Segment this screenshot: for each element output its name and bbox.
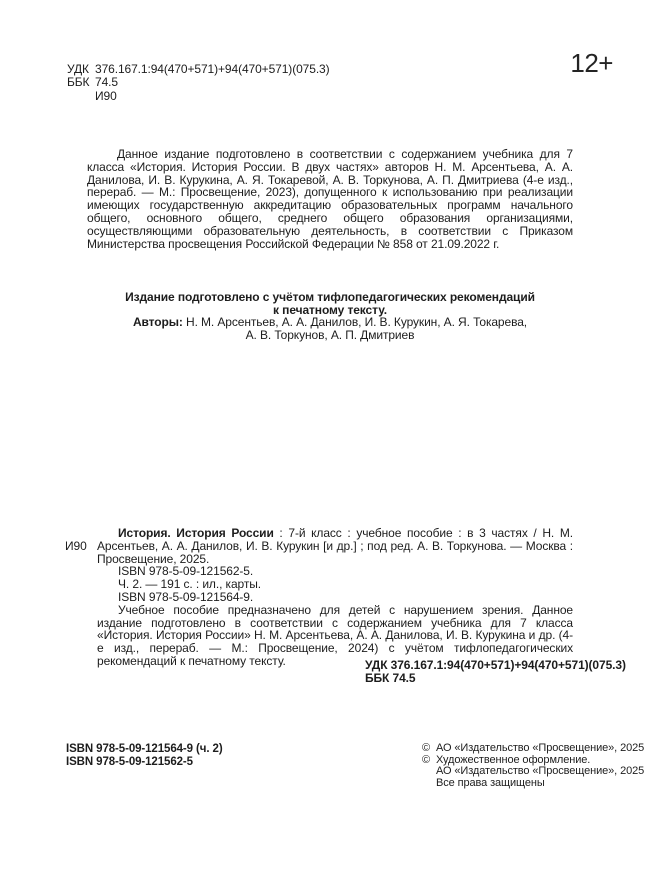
footer-isbn-block: [66, 743, 223, 768]
typhlo-note-title-line1: Издание подготовлено с учётом тифлопедагогических рекомендаций: [125, 290, 535, 304]
copyright-symbol-icon: ©: [422, 742, 431, 754]
footer-copyright-block: [422, 743, 644, 789]
udk-value: 376.167.1:94(470+571)+94(470+571)(075.3): [95, 62, 330, 76]
authors-names-1: Н. М. Арсентьев, А. А. Данилов, И. В. Курукин, А. Я. Токарева,: [182, 315, 528, 330]
copyright-design-line1: Художественное оформление.: [436, 753, 591, 766]
bbk-value: 74.5: [95, 75, 118, 90]
age-rating-badge: 12+: [570, 48, 613, 78]
copyright-publisher-text: АО «Издательство «Просвещение», 2025: [436, 742, 645, 754]
bib-annotation: Учебное пособие предназначено для детей с нарушением зрения. Данное издание подготовлено в соответствии с содержанием учебника для 7 класса «История. История России» Н. М. Арсентьева, А. А. Данилова, И. В. Курукина и др. (4-е изд., перераб. — М.: Просвещение, 2024) с учётом тифлопедагогических рекомендаций к печатному тексту.: [97, 602, 573, 668]
author-sign-spacer: [67, 90, 95, 103]
part-info-line: Ч. 2. — 191 с. : ил., карты.: [118, 577, 261, 592]
copyright-entry-publisher: [422, 743, 644, 755]
udk-label: УДК: [67, 62, 89, 76]
catalog-codes-block: [67, 63, 330, 103]
authors-line-2: А. В. Торкунов, А. П. Дмитриев: [245, 328, 415, 343]
bib-author-sign: И90: [65, 539, 87, 553]
author-sign-code: И90: [95, 88, 117, 103]
copyright-design-line2: АО «Издательство «Просвещение», 2025: [436, 765, 645, 778]
authors-label: Авторы:: [132, 315, 183, 330]
copyright-rights-line: Все права защищены: [436, 776, 545, 789]
footer-isbn-line2: ISBN 978-5-09-121562-5: [66, 755, 193, 768]
copyright-entry-design: [422, 755, 644, 790]
bib-title-paragraph: [97, 527, 573, 565]
edition-compliance-note: Данное издание подготовлено в соответствии с содержанием учебника для 7 класса «История. История России. В двух частях» авторов Н. М. Арсентьева, А. А. Данилова, И. В. Курукина, А. Я. Токаревой, А. В. Торкунова, А. П. Дмитриева (4-е изд., перераб. — М.: Просвещение, 2023), допущенного к использованию при реализации имеющих государственную аккредитацию образовательных программ начального общего, основного общего, среднего общего образования организациями, осуществляющими образовательную деятельность, в соответствии с Приказом Министерства просвещения Российской Федерации № 858 от 21.09.2022 г.: [87, 147, 573, 251]
typhlo-note-block: [87, 291, 573, 342]
copyright-symbol-icon: ©: [422, 753, 431, 766]
bib-title-rest: : 7-й класс : учебное пособие : в 3 частях / Н. М. Арсентьев, А. А. Данилов, И. В. Курукин [и др.] ; под ред. А. В. Торкунова. — Москва : Просвещение, 2025.: [97, 526, 573, 566]
udk-bbk-bottom-block: [365, 659, 626, 685]
isbn-part-line: ISBN 978-5-09-121564-9.: [118, 589, 254, 604]
bbk-line-bottom: ББК 74.5: [365, 671, 416, 685]
copyright-design-text: [436, 755, 644, 790]
bbk-label: ББК: [67, 75, 90, 90]
bib-entry-block: [97, 527, 573, 668]
footer-isbn-line1: ISBN 978-5-09-121564-9 (ч. 2): [66, 743, 223, 755]
bib-title-bold: История. История России: [118, 526, 274, 540]
typhlo-note-title-line2: к печатному тексту.: [273, 302, 387, 317]
udk-line-bottom: УДК 376.167.1:94(470+571)+94(470+571)(075.3): [365, 658, 626, 672]
isbn-series-line: ISBN 978-5-09-121562-5.: [118, 564, 254, 579]
